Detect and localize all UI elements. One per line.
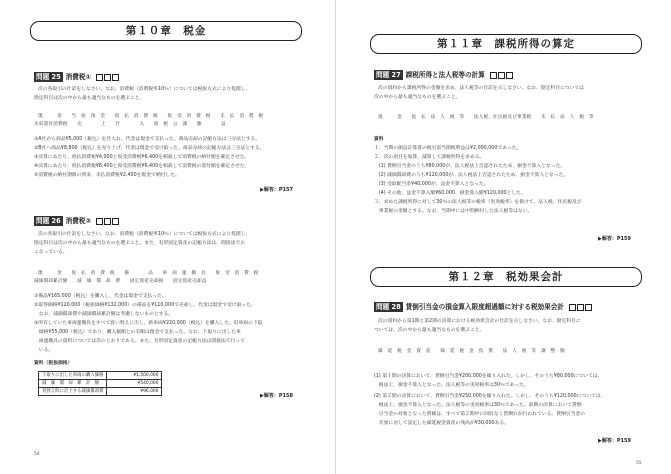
q28-intro-line: ついては、次の中から最も適当なものを選ぶこと。 <box>374 328 485 333</box>
checkbox[interactable] <box>569 304 576 311</box>
chapter-11-heading: 第１１章 課税所得の算定 <box>370 34 642 54</box>
table-cell-value: ¥96,000 <box>107 388 162 396</box>
check-boxes[interactable] <box>95 73 119 81</box>
question-26-heading <box>34 216 119 226</box>
question-27-heading <box>374 70 513 80</box>
check-boxes[interactable] <box>568 303 592 311</box>
checkbox[interactable] <box>506 72 513 79</box>
q28-intro-line: 次の資料から第1期と第2期の決算における税効果会計の仕訳を示しなさい。なお、勘定科目に <box>378 319 581 324</box>
page-number: 54 <box>34 452 40 457</box>
q26-item: 両運搬具の資料については次のとおりである。また、有形固定資産の記帳方法は間接法で行って <box>34 339 245 344</box>
checkbox[interactable] <box>104 74 111 81</box>
question-tag: 問題 28 <box>376 303 401 311</box>
q26-item: ②取得価格¥120,000（税抜価格¥132,000）の備品を¥110,000で売却し、代金は現金で受け取った。 <box>34 303 256 308</box>
chapter-12-heading: 第１２章 税効果会計 <box>370 267 642 287</box>
table-cell-value: ¥1,500,000 <box>107 372 162 380</box>
q27-item: １．当期の損益計算書の税引前当期純利益は¥2,000,000であった。 <box>374 146 522 151</box>
q26-accounts-line: 減価償却累計額 減 価 償 却 費 固定資産売却損 固定資産売却益 <box>34 279 207 284</box>
q27-intro-line: 次の資料から課税所得の金額を求め、法人税等の仕訳を示しなさい。なお、勘定科目については <box>378 86 584 91</box>
checkbox[interactable] <box>490 72 497 79</box>
q25-item: ②B社へ商品¥8,800（税込）を売り上げ、代金は現金で受け取った。商品売却の記帳方法は三分法とする。 <box>34 146 265 151</box>
checkbox[interactable] <box>112 218 119 225</box>
q25-item: ③決算にあたり、仮払消費税¥4,000と仮受消費税¥6,400を相殺して消費税の納付額を確定させた。 <box>34 155 250 160</box>
q26-item: ③所有していた車両運搬具をすべて買い替えに出し、新車両¥220,000（税込）を購入した。旧車両の下取 <box>34 321 263 326</box>
checkbox[interactable] <box>104 218 111 225</box>
right-page <box>336 0 671 474</box>
q27-intro-line: 次の中から最も適当なものを選ぶこと。 <box>374 95 461 100</box>
checkbox[interactable] <box>577 304 584 311</box>
q26-accounts-line: 現 金 仮 払 消 費 税 備 品 車 両 運 搬 具 仮 受 消 費 税 <box>38 271 259 276</box>
question-tag: 問題 27 <box>376 71 401 79</box>
q26-data-table <box>38 371 162 396</box>
question-title: 課税所得と法人税等の計算 <box>405 71 485 79</box>
table-row <box>39 380 162 388</box>
question-28-heading <box>374 302 592 312</box>
question-25-heading <box>34 72 119 82</box>
q27-item: (4) その他、益金不算入額¥60,000、損金算入額¥120,000とした。 <box>374 191 526 196</box>
q27-item: ３．求めた課税所得に対して30％の法人税等の税率（実効税率）を掛けて、法人税、住民税及び <box>374 200 582 205</box>
q25-intro-line: 次の各取引の仕訳をしなさい。なお、消費税（消費税率10％）については税抜方式により処理し、 <box>38 87 251 92</box>
q28-item: 税法上、損金不算入となった。法人税等の実効税率は30％であった。 <box>374 383 529 388</box>
table-row <box>39 388 162 396</box>
q25-item: ⑤消費税の納付期限の到来、未払消費税¥2,400を現金で納付した。 <box>34 173 180 178</box>
q26-item: いる。 <box>34 348 54 353</box>
q28-item: 引当金の対象となった債権は、すべて第２期中に回収なく貸倒れが行われている。貸倒引当金の <box>374 412 585 417</box>
q25-accounts-line: 未収還付消費税 売 上 仕 入 租 税 公 課 雑 益 <box>34 122 226 127</box>
q26-intro-line: 次の各取引の仕訳をしなさい。なお、消費税（消費税率10％）については税抜方式により処理し、 <box>38 232 251 237</box>
table-cell-label: 買替え時に計上する減価償却費 <box>39 388 107 396</box>
question-title: 消費税① <box>65 73 92 81</box>
q27-item: (2) 減価償却費のうち¥120,000が、法人税法上否認されたため、損金不算入となった。 <box>374 173 569 178</box>
q27-data-title: 資料 <box>374 137 384 142</box>
check-boxes[interactable] <box>489 71 513 79</box>
q28-answer-ref[interactable]: ▶解答：P159 <box>598 438 631 444</box>
left-page <box>0 0 335 474</box>
question-title: 貸倒引当金の損金算入限度超過額に対する税効果会計 <box>405 303 564 311</box>
q27-answer-ref[interactable]: ▶解答：P159 <box>598 236 631 242</box>
q28-accounts-line: 繰 延 税 金 資 産 繰 延 税 金 負 債 法 人 税 等 調 整 額 <box>378 349 565 354</box>
page-number: 55 <box>636 461 642 466</box>
checkbox[interactable] <box>112 74 119 81</box>
q27-item: ２．次の項目を加算、減算して課税所得を求める。 <box>374 155 485 160</box>
question-title: 消費税② <box>65 217 92 225</box>
q28-item: (1) 第１期の決算において、貸倒引当金¥200,000を繰り入れた。しかし、そのうち¥80,000については、 <box>374 374 603 379</box>
table-cell-label: 下取りに出した車両の購入価格 <box>39 372 107 380</box>
q25-accounts-line: 現 金 当 座 預 金 仮 払 消 費 税 仮 受 消 費 税 未 払 消 費 税 <box>38 114 264 119</box>
question-tag: 問題 25 <box>36 73 61 81</box>
q25-item: ①A社から商品¥5,000（税込）を仕入れ、代金は現金で支払った。商品売却の記帳方法は三分法とする。 <box>34 137 261 142</box>
q26-item: ①備品¥165,000（税込）を購入し、代金は現金で支払った。 <box>34 294 167 299</box>
table-row <box>39 372 162 380</box>
question-tag: 問題 26 <box>36 217 61 225</box>
checkbox[interactable] <box>585 304 592 311</box>
q27-accounts-line: 現 金 仮 払 法 人 税 等 法人税、住民税及び事業税 未 払 法 人 税 等 <box>378 115 594 120</box>
q26-intro-line: こなっている。 <box>34 250 68 255</box>
q28-item: 税法上、損金不算入となった。法人税等の実効税率は30％であった。前期の決算において貸倒 <box>374 403 582 408</box>
table-cell-value: ¥540,000 <box>107 380 162 388</box>
q26-item: 価格¥55,000（税込）であり、購入価額との差額は現金で支払った。なお、下取りに出した車 <box>34 330 241 335</box>
q27-item: (1) 貸倒引当金のうち¥80,000が、法人税法上否認されたため、損金不算入となった。 <box>374 164 566 169</box>
q26-table-title: 資料（税抜価格） <box>34 361 73 366</box>
q26-answer-ref[interactable]: ▶解答：P158 <box>260 393 293 399</box>
table-cell-label: 減 価 償 却 累 計 額 <box>39 380 107 388</box>
q27-item: 事業税の金額とする。なお、当期中には中間納付した法人税等はない。 <box>374 209 533 214</box>
q28-item: 差異に対して設定した繰延税金資産の残高が¥30,000ある。 <box>374 421 509 426</box>
checkbox[interactable] <box>498 72 505 79</box>
check-boxes[interactable] <box>95 217 119 225</box>
checkbox[interactable] <box>96 74 103 81</box>
chapter-10-heading: 第１０章 税金 <box>30 21 302 41</box>
q25-item: ④決算にあたり、仮払消費税¥8,400と仮受消費税¥6,400を相殺して消費税の還付額を確定させた。 <box>34 164 250 169</box>
q26-intro-line: 勘定科目は次の中から最も適当なものを選ぶこと。また、有形固定資産の記帳方法は、間接法でお <box>34 241 246 246</box>
q25-intro-line: 勘定科目は次の中から最も適当なものを選ぶこと。 <box>34 96 145 101</box>
q26-item: なお、減価償却費や減価償却累計額は考慮しないものとする。 <box>34 312 174 317</box>
checkbox[interactable] <box>96 218 103 225</box>
q27-item: (3) 受取配当金¥40,000が、益金不算入となった。 <box>374 182 489 187</box>
q28-item: (2) 第２期の決算において、貸倒引当金¥250,000を繰り入れた。しかし、そのうち¥120,000については、 <box>374 394 606 399</box>
q25-answer-ref[interactable]: ▶解答：P157 <box>260 187 293 193</box>
